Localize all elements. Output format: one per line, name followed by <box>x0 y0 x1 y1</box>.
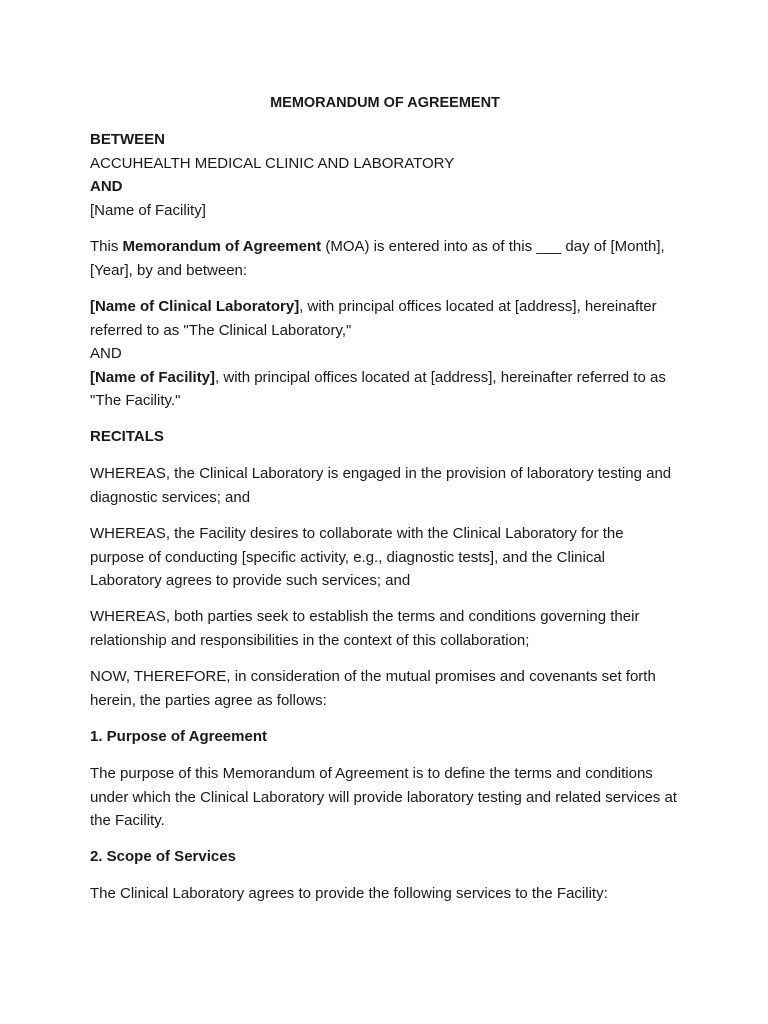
party-two-name: [Name of Facility] <box>90 201 206 219</box>
document-title: MEMORANDUM OF AGREEMENT <box>270 95 500 111</box>
facility-description: , with principal offices located at [address], hereinafter referred to as "The Facility." <box>90 368 666 409</box>
section-1-heading: 1. Purpose of Agreement <box>90 728 267 745</box>
whereas-paragraph-2: WHEREAS, the Facility desires to collaborate with the Clinical Laboratory for the purpose of conducting [specific activity, e.g., diagnostic tests], and the Clinical Laboratory agrees to provide such services; and <box>90 525 624 589</box>
party-details <box>90 295 680 413</box>
lab-party-paragraph <box>90 295 680 342</box>
whereas-paragraph-1: WHEREAS, the Clinical Laboratory is engaged in the provision of laboratory testing and diagnostic services; and <box>90 465 672 506</box>
facility-party-paragraph <box>90 366 680 413</box>
and-connector: AND <box>90 345 122 362</box>
section-1-body: The purpose of this Memorandum of Agreement is to define the terms and conditions under which the Clinical Laboratory will provide laboratory testing and related services at the Facility. <box>90 765 677 829</box>
lab-description: , with principal offices located at [address], hereinafter referred to as "The Clinical Laboratory," <box>90 298 657 339</box>
facility-name: [Name of Facility] <box>90 368 216 386</box>
intro-moa-term: Memorandum of Agreement <box>122 238 322 255</box>
parties-header <box>90 128 680 222</box>
whereas-paragraph-3: WHEREAS, both parties seek to establish the terms and conditions governing their relationship and responsibilities in the context of this collaboration; <box>90 608 640 649</box>
intro-lead: This <box>90 238 123 255</box>
section-2-heading: 2. Scope of Services <box>90 848 236 865</box>
intro-paragraph <box>90 235 680 282</box>
and-label: AND <box>90 178 123 195</box>
lab-name: [Name of Clinical Laboratory] <box>90 298 300 315</box>
now-therefore-paragraph: NOW, THEREFORE, in consideration of the mutual promises and covenants set forth herein, the parties agree as follows: <box>90 668 656 709</box>
section-2-body: The Clinical Laboratory agrees to provide the following services to the Facility: <box>90 885 608 902</box>
recitals-heading: RECITALS <box>90 428 164 445</box>
party-one-name: ACCUHEALTH MEDICAL CLINIC AND LABORATORY <box>90 154 455 172</box>
intro-rest: (MOA) is entered into as of this ___ day of [Month], [Year], by and between: <box>90 238 665 279</box>
between-label: BETWEEN <box>90 131 165 148</box>
